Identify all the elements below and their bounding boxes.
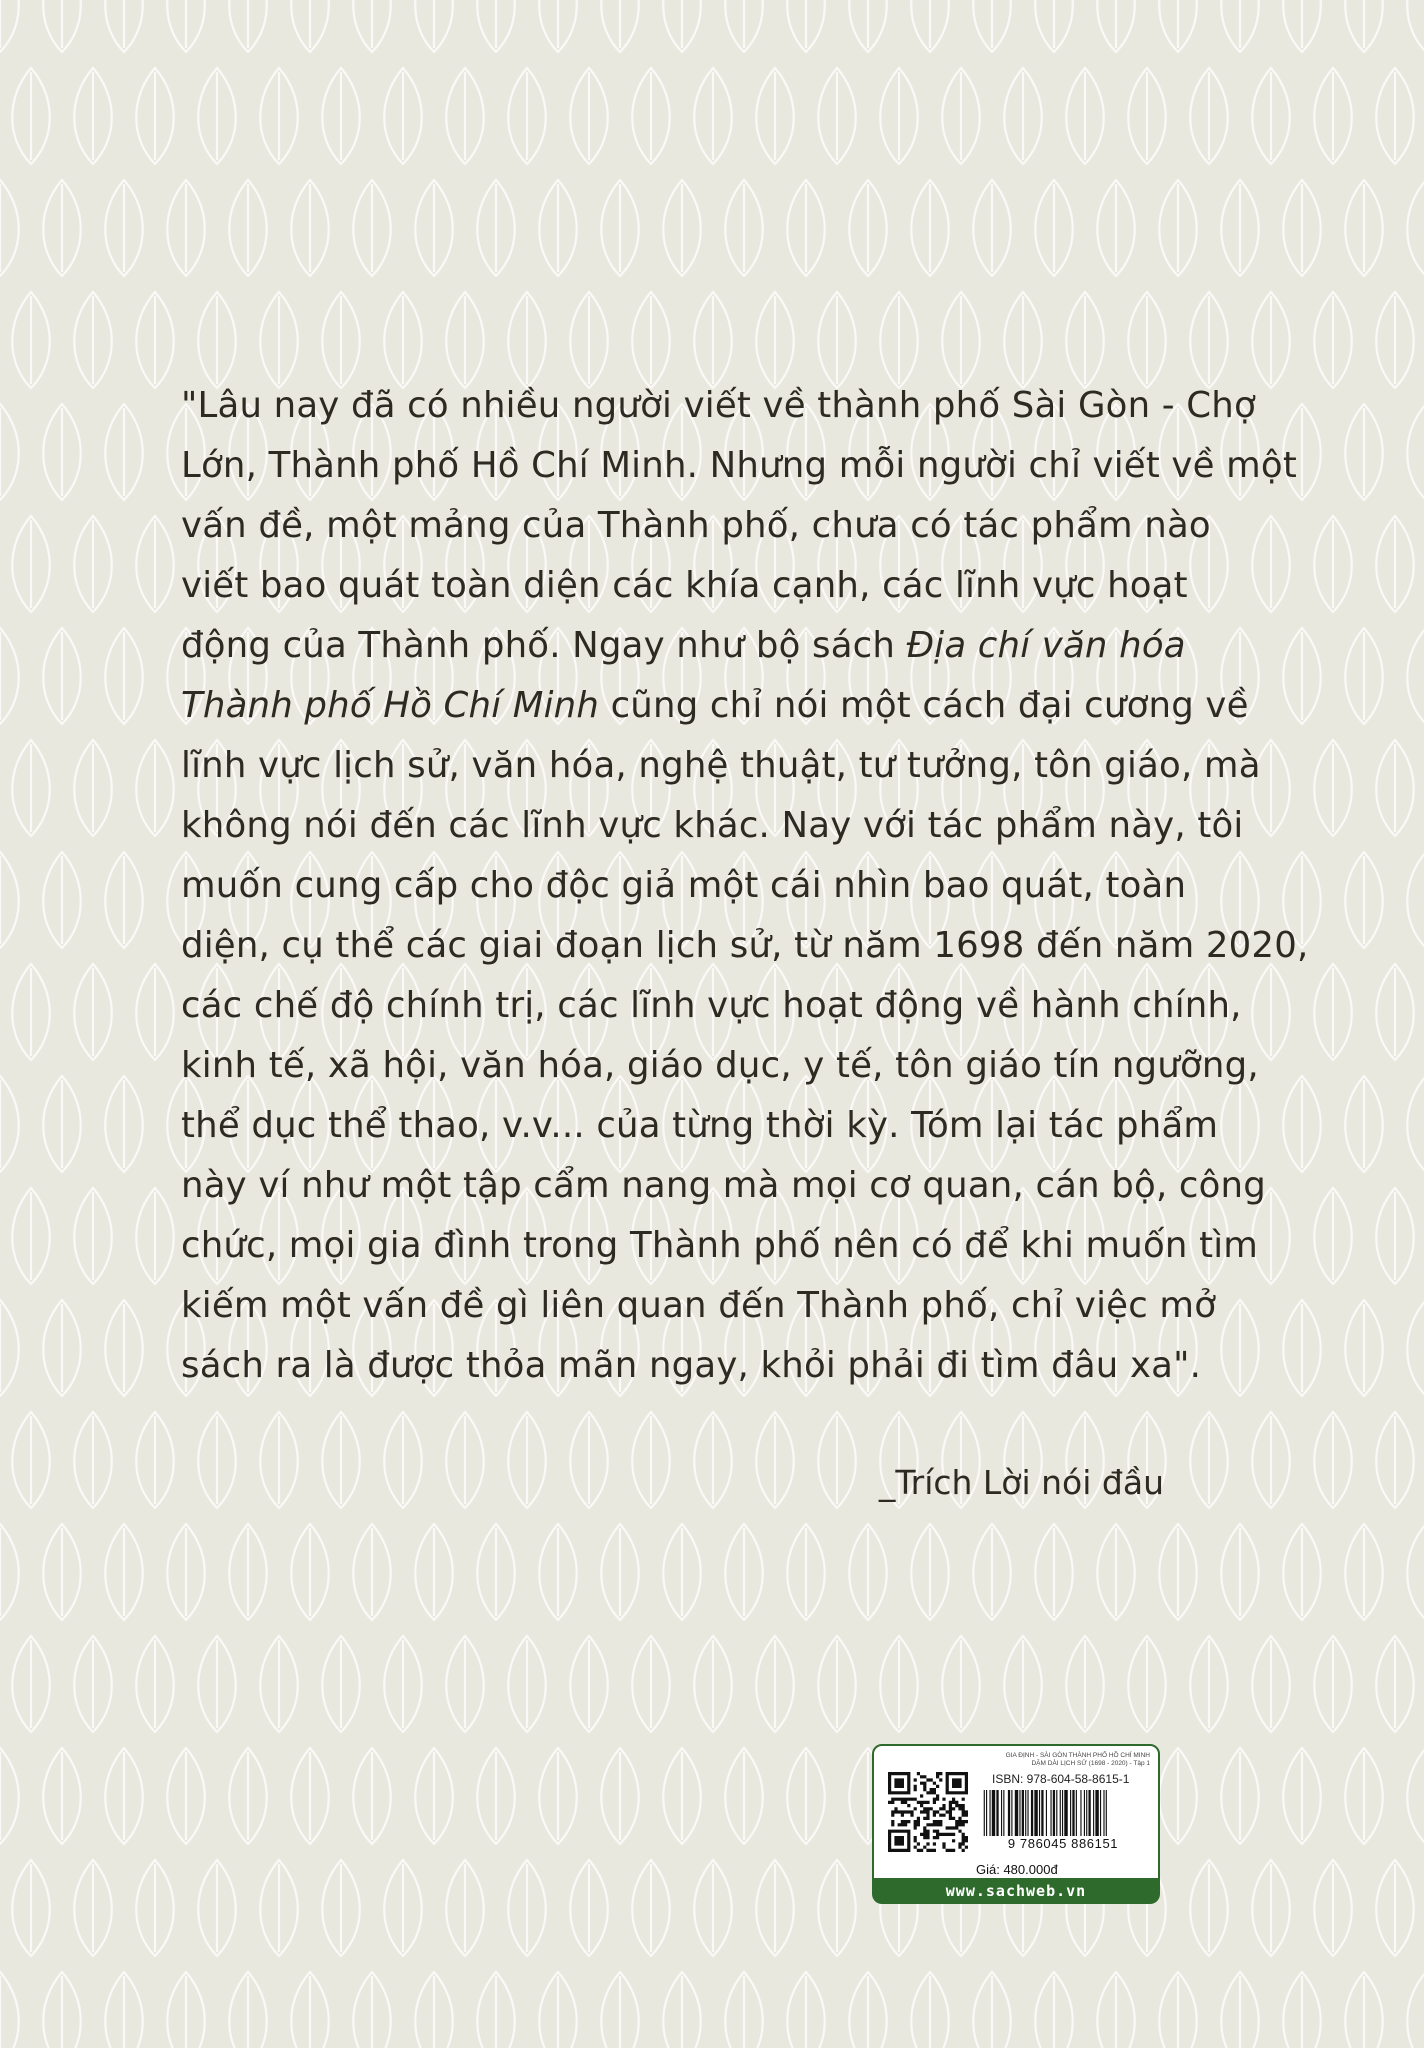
blurb-line — [181, 1036, 1259, 1096]
barcode-sticker — [872, 1744, 1160, 1866]
blurb-line — [181, 436, 1297, 496]
sticker-title-line-2: DẶM DÀI LỊCH SỬ (1698 - 2020) - Tập 1 — [1031, 1760, 1150, 1767]
ean13-barcode-icon — [982, 1790, 1144, 1836]
book-title-italic: Thành phố Hồ Chí Minh — [181, 685, 600, 726]
publisher-website: www.sachweb.vn — [872, 1878, 1160, 1904]
blurb-line — [181, 796, 1244, 856]
blurb-text: động của Thành phố. Ngay như bộ sách — [181, 625, 907, 666]
book-title-italic: Địa chí văn hóa — [906, 625, 1186, 666]
quote-attribution: _Trích Lời nói đầu — [878, 1463, 1164, 1502]
qr-code-icon — [888, 1772, 968, 1852]
blurb-text: lĩnh vực lịch sử, văn hóa, nghệ thuật, tư tưởng, tôn giáo, mà — [181, 745, 1261, 786]
blurb-text: Lớn, Thành phố Hồ Chí Minh. Nhưng mỗi người chỉ viết về một — [181, 445, 1297, 486]
blurb-line — [181, 496, 1211, 556]
blurb-text: thể dục thể thao, v.v... của từng thời kỳ. Tóm lại tác phẩm — [181, 1105, 1219, 1146]
blurb-text: kinh tế, xã hội, văn hóa, giáo dục, y tế, tôn giáo tín ngưỡng, — [181, 1045, 1259, 1086]
blurb-text: chức, mọi gia đình trong Thành phố nên có để khi muốn tìm — [181, 1225, 1259, 1266]
blurb-text: này ví như một tập cẩm nang mà mọi cơ quan, cán bộ, công — [181, 1165, 1266, 1206]
blurb-line — [181, 376, 1256, 436]
barcode-digits: 9 786045 886151 — [1007, 1836, 1119, 1851]
blurb-line — [181, 1216, 1259, 1276]
blurb-text: các chế độ chính trị, các lĩnh vực hoạt động về hành chính, — [181, 985, 1242, 1026]
blurb-text: "Lâu nay đã có nhiều người viết về thành phố Sài Gòn - Chợ — [181, 385, 1256, 426]
book-price: Giá: 480.000đ — [976, 1862, 1058, 1877]
sticker-book-title — [978, 1752, 1150, 1768]
blurb-text: kiếm một vấn đề gì liên quan đến Thành phố, chỉ việc mở — [181, 1285, 1217, 1326]
blurb-line — [181, 736, 1261, 796]
blurb-text: không nói đến các lĩnh vực khác. Nay với tác phẩm này, tôi — [181, 805, 1244, 846]
blurb-line — [181, 856, 1187, 916]
blurb-line — [181, 556, 1188, 616]
blurb-line — [181, 616, 1186, 676]
blurb-text: viết bao quát toàn diện các khía cạnh, các lĩnh vực hoạt — [181, 565, 1188, 606]
blurb-line — [181, 976, 1242, 1036]
blurb-line — [181, 1096, 1219, 1156]
blurb-line — [181, 676, 1249, 736]
blurb-text: sách ra là được thỏa mãn ngay, khỏi phải đi tìm đâu xa". — [181, 1345, 1202, 1386]
sticker-title-line-1: GIA ĐỊNH - SÀI GÒN THÀNH PHỐ HỒ CHÍ MINH — [1005, 1752, 1150, 1759]
blurb-text: vấn đề, một mảng của Thành phố, chưa có tác phẩm nào — [181, 505, 1211, 546]
blurb-line — [181, 1156, 1266, 1216]
blurb-line — [181, 1276, 1217, 1336]
blurb-line — [181, 916, 1309, 976]
blurb-text: diện, cụ thể các giai đoạn lịch sử, từ năm 1698 đến năm 2020, — [181, 925, 1309, 966]
blurb-line — [181, 1336, 1202, 1396]
isbn-number: ISBN: 978-604-58-8615-1 — [992, 1772, 1130, 1786]
blurb-text: cũng chỉ nói một cách đại cương về — [599, 685, 1249, 726]
blurb-text: muốn cung cấp cho độc giả một cái nhìn bao quát, toàn — [181, 865, 1187, 906]
blurb-quote — [181, 376, 1309, 1396]
